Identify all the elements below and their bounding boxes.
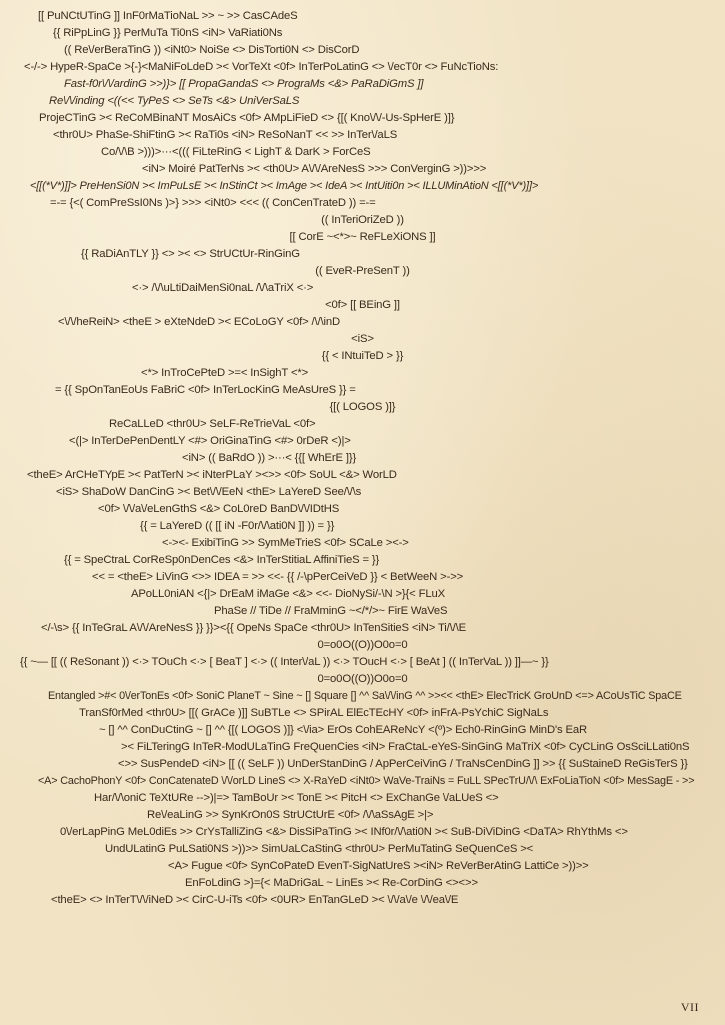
poem-line: =-= {<( ComPreSsI0Ns )>} >>> <iNt0> <<< (( ConCenTrateD )) =-= xyxy=(50,197,376,209)
poem-line: <iS> ShaDoW DanCinG >< Bet\/\/EeN <thE> LaYereD See/\/\s xyxy=(56,486,362,498)
poem-line: Entangled >#< 0\/erTonEs <0f> SoniC PlaneT ~ Sine ~ [] Square [] ^^ Sa\/\/inG ^^ >><< <thE> ElecTricK GroUnD <=> ACoUsTiC SpaCE xyxy=(48,690,682,702)
poem-line: ~ [] ^^ ConDuCtinG ~ [] ^^ {[( LOGOS )]} <\/ia> ErOs CohEAReNcY <(º)> Ech0-RinGinG MinD's EaR xyxy=(99,724,587,736)
poem-line: Re\/eaLinG >> SynKrOn0S StrUCtUrE <0f> /\/\aSsAgE >|> xyxy=(147,809,434,821)
poem-line: UndULatinG PuLSati0NS >))>> SimUaLCaStinG <thr0U> PerMuTatinG SeQuenCeS >< xyxy=(105,843,534,855)
poem-line: {{ RaDiAnTLY }} <> >< <> StrUCtUr-RinGinG xyxy=(81,248,300,260)
poem-line: <[[(*V*)]]> PreHenSi0N >< ImPuLsE >< InStinCt >< ImAge >< IdeA >< IntUiti0n >< ILLUMinAtioN <[[(*V*)]]> xyxy=(30,180,539,192)
poem-line: TranSf0rMed <thr0U> [[( GrACe )]] SuBTLe <> SPirAL ElEcTEcHY <0f> inFrA-PsYchiC SigNaLs xyxy=(79,707,549,719)
poem-line: [[ CorE ~<*>~ ReFLeXiONS ]] xyxy=(289,231,436,243)
poem-line: EnFoLdinG >}={< MaDriGaL ~ LinEs >< Re-CorDinG <><>> xyxy=(185,877,478,889)
poem-line: {{ = LaYereD (( [[ iN -F0r/\/\ati0N ]] )) = }} xyxy=(140,520,335,532)
page-number: VII xyxy=(680,1000,699,1014)
poem-line: << = <theE> LiVinG <>> IDEA = >> <<- {{ /-\pPerCeiVeD }} < BetWeeN >->> xyxy=(92,571,464,583)
poem-line: <-/-> HypeR-SpaCe >{-}<MaNiFoLdeD >< VorTeXt <0f> InTerPoLatinG <> \/ecT0r <> FuNcTioNs: xyxy=(24,61,499,73)
poem-line: ProjeCTinG >< ReCoMBinaNT MosAiCs <0f> AMpLiFieD <> {[( Kno\/\/-Us-SpHerE )]} xyxy=(39,112,455,124)
poem-line: <A> Fugue <0f> SynCoPateD EvenT-SigNatUreS ><iN> ReVerBerAtinG LattiCe >))>> xyxy=(168,860,589,872)
poem-line: = {{ SpOnTanEoUs FaBriC <0f> InTerLocKinG MeAsUreS }} = xyxy=(55,384,356,396)
poem-line: {[( LOGOS )]} xyxy=(329,401,396,413)
poem-line: 0\/erLapPinG MeL0diEs >> CrYsTalliZinG <&> DisSiPaTinG >< INf0r/\/\ati0N >< SuB-DiViDinG <DaTA> RhYthMs <> xyxy=(60,826,628,838)
poem-line: <>> SusPendeD <iN> [[ (( SeLF )) UnDerStanDinG / ApPerCeiVinG / TraNsCenDinG ]] >> {{ SuStaineD ReGisTerS }} xyxy=(118,758,688,770)
poem-line: <(|> InTerDePenDentLY <#> OriGinaTinG <#> 0rDeR <)|> xyxy=(69,435,351,447)
poem-line: <\/\/heReiN> <theE > eXteNdeD >< ECoLoGY <0f> /\/\inD xyxy=(58,316,340,328)
poem-line: {{ < INtuiTeD > }} xyxy=(321,350,404,362)
poem-line: <iN> Moiré PatTerNs >< <th0U> A\/\/AreNesS >>> ConVerginG >))>>> xyxy=(142,163,487,175)
poem-line: {{ RiPpLinG }} PerMuTa Ti0nS <iN> VaRiati0Ns xyxy=(53,27,283,39)
poem-line: (( InTeriOriZeD )) xyxy=(321,214,404,226)
poem-line: Har/\/\oniC TeXtURe -->)|=> TamBoUr >< TonE >< PitcH <> ExChanGe \/aLUeS <> xyxy=(94,792,499,804)
poem-line: <theE> ArCHeTYpE >< PatTerN >< iNterPLaY ><>> <0f> SoUL <&> WorLD xyxy=(27,469,397,481)
poem-line: PhaSe // TiDe // FraMminG ~</*/>~ FirE WaVeS xyxy=(214,605,448,617)
poem-line: ReCaLLeD <thr0U> SeLF-ReTrieVaL <0f> xyxy=(109,418,316,430)
poem-line: </-\s> {{ InTeGraL A\/\/AreNesS }} }}><{{ OpeNs SpaCe <thr0U> InTenSitieS <iN> Ti/\/\E xyxy=(41,622,467,634)
poem-line: [[ PuNCtUTinG ]] InF0rMaTioNaL >> ~ >> CasCAdeS xyxy=(38,10,298,22)
poem-line: Co/\/\B >)))>···<((( FiLteRinG < LighT & DarK > ForCeS xyxy=(101,146,371,158)
poem-line: (( Re\/erBeraTinG )) <iNt0> NoiSe <> DisTorti0N <> DisCorD xyxy=(64,44,360,56)
poem-line: <thr0U> PhaSe-ShiFtinG >< RaTi0s <iN> ReSoNanT << >> InTer\/aLS xyxy=(53,129,398,141)
poem-line: <·> /\/\uLtiDaiMenSi0naL /\/\aTriX <·> xyxy=(132,282,314,294)
poem-line: 0=o0O((O))O0o=0 xyxy=(317,639,408,651)
poem-line: (( EveR-PreSenT )) xyxy=(315,265,410,277)
poem-line: Fast-f0r\/\/ardinG >>)}> [[ PropaGandaS <> PrograMs <&> PaRaDiGmS ]] xyxy=(64,78,424,90)
poem-line: <iN> (( BaRdO )) >···< {{[ WhErE ]}} xyxy=(182,452,357,464)
poem-line: <0f> [[ BEinG ]] xyxy=(325,299,400,311)
poem-line: <iS> xyxy=(351,333,374,345)
poem-line: APoLL0niAN <{|> DrEaM iMaGe <&> <<- DioNySi/-\N >}{< FLuX xyxy=(131,588,445,600)
poem-line: <A> CachoPhonY <0f> ConCatenateD \/\/orLD LineS <> X-RaYeD <iNt0> WaVe-TraiNs = FuLL SPecTrU/\/\ ExFoLiaTioN <0f> MesSagE - >> xyxy=(38,775,695,787)
poem-line: <-><- ExibiTinG >> SymMeTrieS <0f> SCaLe ><-> xyxy=(162,537,409,549)
poem-line: 0=o0O((O))O0o=0 xyxy=(317,673,408,685)
poem-line: {{ = SpeCtraL CorReSp0nDenCes <&> InTerStitiaL AffiniTieS = }} xyxy=(64,554,380,566)
poem-line: >< FiLTeringG InTeR-ModULaTinG FreQuenCies <iN> FraCtaL-eYeS-SinGinG MaTriX <0f> CyCLinG OsSciLLati0nS xyxy=(121,741,690,753)
poem-line: {{ ~— [[ (( ReSonant )) <·> TOuCh <·> [ BeaT ] <·> (( Inter\/aL )) <·> TOucH <·> [ BeAt ] (( InTerVaL )) ]]—~ }} xyxy=(20,656,549,668)
poem-line: <0f> \/\/a\/eLenGthS <&> CoL0reD BanD\/\/IDtHS xyxy=(98,503,340,515)
poem-line: Re\/\/inding <((<< TyPeS <> SeTs <&> UniVerSaLS xyxy=(49,95,300,107)
poem-line: <theE> <> InTerT\/\/iNeD >< CirC-U-iTs <0f> <0UR> EnTanGLeD >< \/\/a\/e \/\/ea\/E xyxy=(51,894,459,906)
poem-line: <*> InTroCePteD >=< InSighT <*> xyxy=(141,367,309,379)
